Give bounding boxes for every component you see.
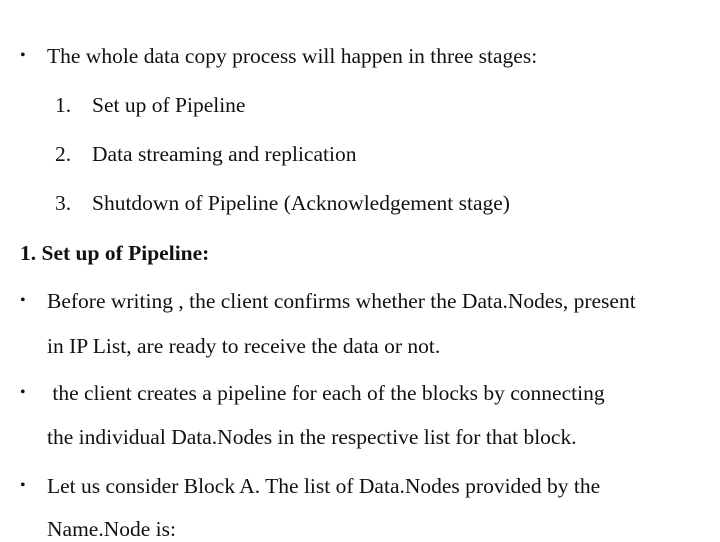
stage-2-text: Data streaming and replication [92, 142, 357, 166]
point-1-bullet: • [20, 292, 26, 309]
point-2-line-1: the client creates a pipeline for each of the blocks by connecting [47, 381, 605, 405]
stage-3-text: Shutdown of Pipeline (Acknowledgement stage) [92, 191, 510, 215]
intro-text: The whole data copy process will happen in three stages: [47, 44, 538, 68]
point-3-line-1: Let us consider Block A. The list of Data.Nodes provided by the [47, 474, 601, 498]
intro-bullet: • [20, 47, 26, 64]
point-1-line-1: Before writing , the client confirms whether the Data.Nodes, present [47, 289, 636, 313]
point-2-bullet: • [20, 384, 26, 401]
stage-1-number: 1. [55, 93, 72, 117]
section-heading: 1. Set up of Pipeline: [20, 241, 210, 265]
point-2-line-2: the individual Data.Nodes in the respective list for that block. [47, 425, 577, 449]
point-3-line-2: Name.Node is: [47, 517, 176, 541]
point-3-bullet: • [20, 477, 26, 494]
point-1-line-2: in IP List, are ready to receive the data or not. [47, 334, 441, 358]
stage-2-number: 2. [55, 142, 72, 166]
stage-1-text: Set up of Pipeline [92, 93, 246, 117]
stage-3-number: 3. [55, 191, 72, 215]
